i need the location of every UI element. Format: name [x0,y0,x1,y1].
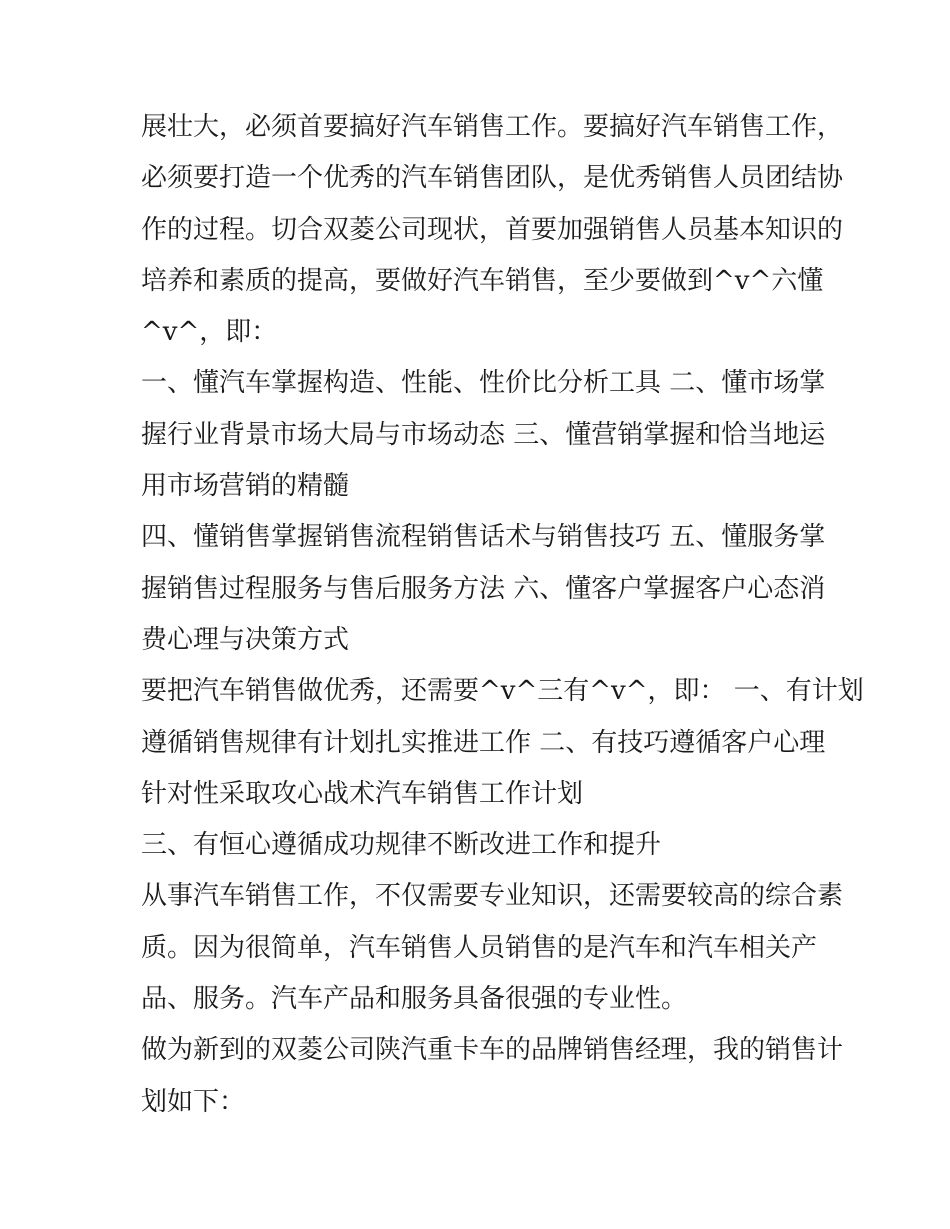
text-line: 必须要打造一个优秀的汽车销售团队，是优秀销售人员团结协 [141,163,844,194]
text-line: 三、有恒心遵循成功规律不断改进工作和提升 [141,830,662,861]
text-line: 一、懂汽车掌握构造、性能、性价比分析工具 二、懂市场掌 [141,368,826,399]
text-line: 质。因为很简单，汽车销售人员销售的是汽车和汽车相关产 [141,932,818,963]
text-line: ^v^，即： [141,317,278,348]
text-line: 要把汽车销售做优秀，还需要^v^三有^v^，即： 一、有计划 [141,676,864,707]
text-line: 针对性采取攻心战术汽车销售工作计划 [141,778,584,809]
text-line: 用市场营销的精髓 [141,471,350,502]
text-line: 做为新到的双菱公司陕汽重卡车的品牌销售经理，我的销售计 [141,1035,844,1066]
text-line: 品、服务。汽车产品和服务具备很强的专业性。 [141,984,688,1015]
text-line: 四、懂销售掌握销售流程销售话术与销售技巧 五、懂服务掌 [141,522,826,553]
text-line: 从事汽车销售工作，不仅需要专业知识，还需要较高的综合素 [141,881,844,912]
text-line: 作的过程。切合双菱公司现状，首要加强销售人员基本知识的 [141,214,844,245]
document-body [141,102,864,1128]
text-line: 展壮大，必须首要搞好汽车销售工作。要搞好汽车销售工作， [141,112,844,142]
text-line: 握销售过程服务与售后服务方法 六、懂客户掌握客户心态消 [141,573,826,604]
text-line: 培养和素质的提高，要做好汽车销售，至少要做到^v^六懂 [141,265,824,296]
text-line: 划如下： [141,1086,246,1117]
text-line: 遵循销售规律有计划扎实推进工作 二、有技巧遵循客户心理 [141,727,826,758]
text-line: 费心理与决策方式 [141,624,350,655]
text-line: 握行业背景市场大局与市场动态 三、懂营销掌握和恰当地运 [141,419,826,450]
